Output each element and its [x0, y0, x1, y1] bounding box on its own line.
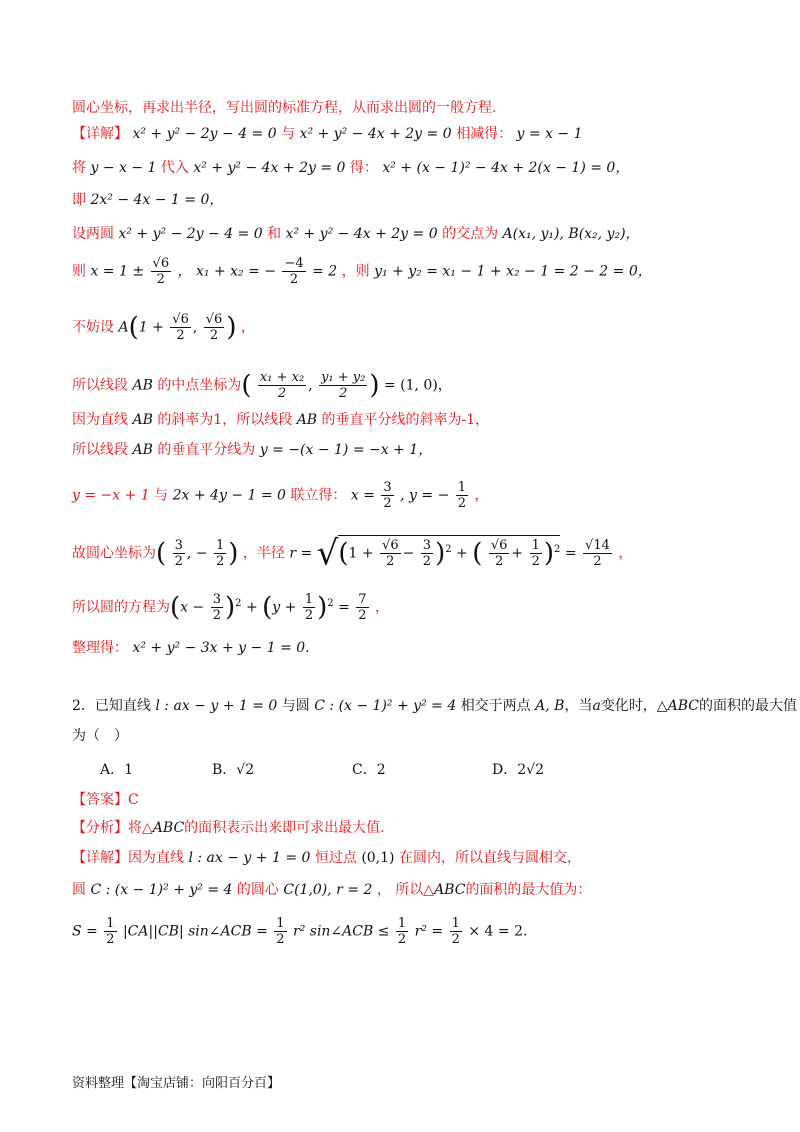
equation: ABC — [434, 882, 466, 898]
denominator: 2 — [422, 554, 432, 569]
paren: ( — [156, 538, 167, 569]
numerator: 3 — [174, 538, 183, 553]
denominator: 2 — [457, 496, 467, 511]
text: 则 — [72, 263, 86, 280]
denominator: 2 — [276, 932, 285, 947]
fraction — [396, 916, 408, 947]
denominator: 2 — [383, 496, 392, 511]
denominator: 2 — [176, 328, 185, 343]
fraction — [530, 538, 542, 569]
denominator: 2 — [156, 272, 165, 287]
text: 相交于两点 — [460, 698, 531, 714]
option-value: √2 — [236, 762, 255, 778]
denominator: 2 — [531, 554, 540, 569]
text: 所以线段 — [72, 442, 128, 458]
text: ， — [375, 599, 390, 616]
text: ，当 — [564, 698, 593, 714]
denominator: 2 — [174, 554, 183, 569]
solution-text: 圆心坐标，再求出半径，写出圆的标准方程，从而求出圆的一般方程. — [72, 100, 497, 116]
text: ， — [618, 545, 633, 562]
analysis-tag: 【分析】 — [72, 820, 128, 836]
text-line: 所以圆的方程为(x − $\frac{3}{2}$ )$^2$ + (y + $\frac{1}{2}$ )$^2$ = $\frac{7}{2}$ ， — [72, 592, 390, 623]
text: 将 — [72, 160, 86, 176]
option-value: 2√2 — [517, 762, 544, 778]
text-line — [72, 440, 760, 460]
numerator: 3 — [212, 592, 221, 607]
paren: ) — [224, 592, 236, 623]
fraction — [489, 538, 510, 569]
text: 2．已知直线 — [72, 698, 151, 714]
numerator: √6 — [152, 256, 170, 271]
text: 的斜率为1，所以线段 — [157, 412, 293, 428]
text: 的垂直平分线的斜率为-1， — [321, 412, 490, 428]
fraction — [104, 916, 116, 947]
text-line: 故圆心坐标为( $\frac{3}{2}$ , − $\frac{1}{2}$ ) ，半径 r = √(1 + $\frac{√6}{2}$ − $\frac{3}{2}$ )$^2$ + ( $\frac{√6}{2}$ + $\frac{1}{2}$ )$^2$ = $\frac{√14}{2}$ ， — [72, 533, 633, 574]
text: 在圆内，所以直线与圆相交， — [398, 850, 581, 866]
equation: AB — [132, 442, 153, 458]
text: 的中点坐标为 — [157, 377, 242, 394]
text: 圆 — [72, 882, 86, 898]
equation: y − x − 1 — [90, 160, 157, 176]
text: 与圆 — [281, 698, 310, 714]
text: 恒过点 — [314, 850, 357, 866]
question-stem — [72, 696, 797, 716]
equation: x² + y² − 3x + y − 1 = 0. — [132, 640, 310, 656]
paren: ) — [369, 370, 380, 401]
fraction — [151, 256, 172, 287]
equation: y = x − 1 — [516, 126, 583, 142]
equation: A(x₁, y₁), B(x₂, y₂)， — [502, 226, 640, 242]
equation: y + — [272, 599, 297, 616]
equation: ABC — [667, 698, 699, 714]
fraction — [211, 592, 223, 623]
text: 所以圆的方程为 — [72, 599, 170, 616]
text: 相减得： — [456, 126, 513, 142]
text: 的面积的最大值为： — [465, 882, 592, 898]
equation: x² + y² − 4x + 2y = 0 — [285, 226, 438, 242]
equation: (0,1) — [361, 850, 395, 866]
fraction — [258, 370, 306, 401]
text-line: 所以线段 AB 的中点坐标为( $\frac{\text{x₁ + x₂}}{2}$ , $\frac{\text{y₁ + y₂}}{2}$ ) = (1, 0)， — [72, 370, 452, 401]
text: 得： — [349, 160, 378, 176]
fraction — [356, 592, 368, 623]
fraction — [421, 538, 433, 569]
equation: x² + y² − 2y − 4 = 0 — [132, 126, 277, 142]
equation: y₁ + y₂ = x₁ − 1 + x₂ − 1 = 2 − 2 = 0， — [374, 263, 652, 280]
footer-credit: 资料整理【淘宝店铺：向阳百分百】 — [72, 1076, 281, 1091]
equation: l : ax − y + 1 = 0 — [188, 850, 311, 866]
detail-tag: 【详解】 — [72, 126, 128, 142]
denominator: 2 — [451, 932, 460, 947]
numerator: 1 — [106, 916, 115, 931]
text: 将△ — [128, 820, 153, 836]
option-c[interactable] — [352, 760, 386, 780]
numerator: √6 — [490, 538, 508, 553]
equation: r² sin∠ACB ≤ — [293, 923, 390, 940]
numerator: 3 — [383, 480, 392, 495]
denominator: 2 — [289, 272, 299, 287]
option-b[interactable] — [212, 760, 254, 780]
equation: x² + y² − 4x + 2y = 0 — [193, 160, 346, 176]
paren: ( — [338, 538, 349, 569]
numerator: 1 — [215, 538, 225, 553]
denominator: 2 — [304, 608, 314, 623]
radicand: (1 + $\frac{√6}{2}$ − $\frac{3}{2}$ )$^2$ + ( $\frac{√6}{2}$ + $\frac{1}{2}$ )$^2$ — [338, 535, 560, 569]
equation: x − — [180, 599, 205, 616]
equation: C : (x − 1)² + y² = 4 — [90, 882, 233, 898]
equation: AB — [132, 377, 153, 394]
detail-line — [72, 848, 760, 868]
text: 整理得： — [72, 640, 128, 656]
equation: r = — [289, 545, 313, 562]
denominator: 2 — [494, 554, 504, 569]
paren: ( — [128, 312, 139, 343]
paren: ) — [435, 538, 446, 569]
numerator: √14 — [585, 538, 610, 553]
numerator: √6 — [205, 312, 223, 327]
paren: ) — [317, 592, 328, 623]
fraction — [303, 592, 315, 623]
equation: |CA||CB| sin∠ACB = — [122, 923, 268, 940]
option-label: B． — [212, 762, 237, 778]
text-line — [72, 224, 760, 244]
text: 代入 — [160, 160, 189, 176]
paren: ( — [241, 370, 252, 401]
equation: , y = − — [400, 487, 450, 504]
text: ， 所以△ — [376, 882, 435, 898]
numerator: −4 — [284, 256, 304, 271]
text: ，则 — [341, 263, 370, 280]
numerator: 1 — [451, 916, 460, 931]
analysis-line — [72, 818, 760, 838]
fraction — [319, 370, 367, 401]
denominator: 2 — [277, 386, 287, 401]
detail-line — [72, 880, 760, 900]
numerator: 1 — [304, 592, 314, 607]
numerator: y₁ + y₂ — [321, 370, 366, 385]
denominator: 2 — [386, 554, 395, 569]
text-line — [72, 480, 760, 511]
text-line: 不妨设 A(1 + $\frac{√6}{2}$ , $\frac{√6}{2}$ ) ， — [72, 312, 255, 343]
text: 变化时，△ — [600, 698, 668, 714]
text: 和 — [267, 226, 282, 242]
paren: ) — [226, 312, 237, 343]
numerator: 1 — [276, 916, 285, 931]
question-stem-cont — [72, 726, 760, 746]
equation: C(1,0), r = 2 — [283, 882, 373, 898]
answer-tag: 【答案】 — [72, 792, 128, 808]
equation: r² = — [414, 923, 444, 940]
equation: S = — [72, 923, 98, 940]
option-d[interactable] — [492, 760, 544, 780]
denominator: 2 — [397, 932, 407, 947]
equation: 1 + — [138, 319, 164, 336]
text-line — [72, 158, 760, 178]
denominator: 2 — [339, 386, 348, 401]
fraction — [583, 538, 612, 569]
denominator: 2 — [209, 328, 219, 343]
text-line — [72, 98, 760, 118]
text: 联立得： — [290, 487, 347, 504]
equation: a — [592, 698, 601, 714]
paren: ( — [262, 592, 273, 623]
text: 的交点为 — [442, 226, 499, 242]
equation: AB — [296, 412, 318, 428]
option-label: C． — [352, 762, 377, 778]
equation: 1 + — [348, 545, 374, 562]
detail-tag: 【详解】 — [72, 850, 128, 866]
text: 的面积的最大值 — [698, 698, 797, 714]
numerator: x₁ + x₂ — [259, 370, 305, 385]
text-line — [72, 124, 760, 144]
fraction — [450, 916, 462, 947]
equation: x² + y² − 4x + 2y = 0 — [299, 126, 452, 142]
text: 与 — [154, 487, 169, 504]
fraction — [173, 538, 185, 569]
denominator: 2 — [215, 554, 225, 569]
fraction — [274, 916, 286, 947]
equation: x² + y² − 2y − 4 = 0 — [118, 226, 263, 242]
text: ， — [240, 319, 255, 336]
text-line — [72, 190, 760, 210]
equation: = (1, 0)， — [383, 377, 452, 394]
fraction — [204, 312, 225, 343]
text: ，半径 — [242, 545, 285, 562]
denominator: 2 — [358, 608, 367, 623]
text: 的垂直平分线为 — [157, 442, 256, 458]
equation: AB — [132, 412, 153, 428]
text: 的圆心 — [236, 882, 279, 898]
text: 所以线段 — [72, 377, 128, 394]
fraction — [282, 256, 305, 287]
answer-value: C — [128, 792, 139, 808]
equation: ， x₁ + x₂ = − — [177, 263, 277, 280]
denominator: 2 — [106, 932, 115, 947]
denominator: 2 — [212, 608, 221, 623]
text: 为（ ） — [72, 728, 128, 744]
paren: ( — [472, 538, 483, 569]
equation: y = −x + 1 — [72, 487, 150, 504]
text-line — [72, 638, 760, 658]
option-label: A． — [100, 762, 125, 778]
numerator: 1 — [457, 480, 467, 495]
equation: × 4 = 2. — [468, 923, 528, 940]
area-formula — [72, 916, 760, 947]
equation: ABC — [152, 820, 185, 836]
text: 即 — [72, 192, 86, 208]
text: 因为直线 — [128, 850, 184, 866]
equation: 2x + 4y − 1 = 0 — [172, 487, 286, 504]
fraction — [380, 538, 401, 569]
equation: y = −(x − 1) = −x + 1， — [259, 442, 433, 458]
fraction — [214, 538, 226, 569]
fraction — [456, 480, 468, 511]
text-line — [72, 410, 760, 430]
text-line — [72, 256, 760, 287]
option-value: 1 — [124, 762, 134, 778]
denominator: 2 — [593, 554, 602, 569]
numerator: 1 — [531, 538, 540, 553]
text: 与 — [281, 126, 296, 142]
numerator: 7 — [358, 592, 367, 607]
equation: A — [118, 319, 129, 336]
equation: x = — [350, 487, 375, 504]
fraction — [381, 480, 393, 511]
text: 故圆心坐标为 — [72, 545, 156, 562]
equation: 2x² − 4x − 1 = 0， — [90, 192, 224, 208]
sqrt-sign: √ — [316, 533, 339, 574]
text: ， — [474, 487, 489, 504]
fraction — [170, 312, 191, 343]
option-value: 2 — [376, 762, 386, 778]
numerator: √6 — [172, 312, 189, 327]
text: 的面积表示出来即可求出最大值. — [184, 820, 385, 836]
numerator: √6 — [382, 538, 399, 553]
equation: C : (x − 1)² + y² = 4 — [314, 698, 457, 714]
equation: x = 1 ± — [90, 263, 145, 280]
text: 不妨设 — [72, 319, 114, 336]
answer-line — [72, 790, 760, 810]
text: 设两圆 — [72, 226, 114, 242]
equation: = — [338, 599, 350, 616]
numerator: 1 — [397, 916, 407, 931]
option-a[interactable] — [100, 760, 133, 780]
option-label: D． — [492, 762, 518, 778]
equation: x² + (x − 1)² − 4x + 2(x − 1) = 0， — [382, 160, 630, 176]
paren: ( — [170, 592, 181, 623]
equation: l : ax − y + 1 = 0 — [155, 698, 278, 714]
text: 因为直线 — [72, 412, 128, 428]
equation: A, B — [535, 698, 565, 714]
numerator: 3 — [422, 538, 432, 553]
paren: ) — [543, 538, 555, 569]
paren: ) — [228, 538, 239, 569]
equation: = 2 — [312, 263, 338, 280]
